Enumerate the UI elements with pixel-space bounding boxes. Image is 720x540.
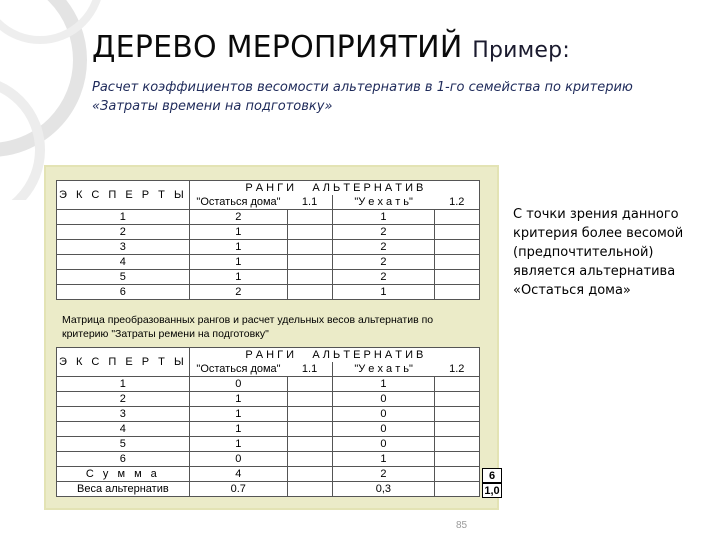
table-row: 5 1 2 [57, 270, 480, 285]
title-main: ДЕРЕВО МЕРОПРИЯТИЙ [92, 30, 463, 65]
alternatives-header: А Л Ь Т Е Р Н А Т И В [312, 349, 424, 361]
table-row: 3 1 0 [57, 407, 480, 422]
alt1-code: 1.1 [287, 195, 332, 210]
alt2-name: "У е х а т ь" [332, 362, 434, 377]
table-row: 2 1 2 [57, 225, 480, 240]
table-row: 1 0 1 [57, 377, 480, 392]
title-suffix: Пример: [472, 38, 570, 63]
alt2-code: 1.2 [435, 195, 480, 210]
table-row: 3 1 2 [57, 240, 480, 255]
page-number: 85 [456, 520, 468, 531]
weight-alt1: 0.7 [189, 482, 287, 497]
ranks-header: Р А Н Г И [245, 349, 295, 361]
ranks-header: Р А Н Г И [245, 182, 295, 194]
alt2-name: "У е х а т ь" [332, 195, 434, 210]
table-row: 6 0 1 [57, 452, 480, 467]
sum-alt2: 2 [332, 467, 434, 482]
table-row: 6 2 1 [57, 285, 480, 300]
alt2-code: 1.2 [435, 362, 480, 377]
subtitle: Расчет коэффициентов весомости альтернатив в 1-го семейства по критерию «Затраты времени на подготовку» [92, 80, 633, 114]
table-row: 5 1 0 [57, 437, 480, 452]
sum-alt1: 4 [189, 467, 287, 482]
table-row: 1 2 1 [57, 210, 480, 225]
matrix-caption: Матрица преобразованных рангов и расчет удельных весов альтернатив по критерию "Затраты ремени на подготовку" [62, 314, 434, 340]
table-row: 4 1 0 [57, 422, 480, 437]
weight-total: 1,0 [482, 483, 502, 498]
rank-matrix-table [56, 180, 480, 300]
weights-label: Веса альтернатив [57, 482, 190, 497]
alternatives-header: А Л Ь Т Е Р Н А Т И В [312, 182, 424, 194]
weight-alt2: 0,3 [332, 482, 434, 497]
page-title [92, 30, 570, 65]
alt1-name: "Остаться дома" [189, 195, 287, 210]
sum-total: 6 [482, 468, 502, 483]
table-row: 2 1 0 [57, 392, 480, 407]
experts-header: Э К С П Е Р Т Ы [57, 181, 190, 210]
alt1-code: 1.1 [287, 362, 332, 377]
table-row: 4 1 2 [57, 255, 480, 270]
sum-row [57, 467, 480, 482]
alt1-name: "Остаться дома" [189, 362, 287, 377]
experts-header: Э К С П Е Р Т Ы [57, 348, 190, 377]
weights-matrix-table [56, 347, 480, 497]
sum-label: С у м м а [57, 467, 190, 482]
weights-row [57, 482, 480, 497]
conclusion-note: С точки зрения данного критерия более весомой (предпочтительной) является альтернатива «Остаться дома» [513, 207, 684, 298]
